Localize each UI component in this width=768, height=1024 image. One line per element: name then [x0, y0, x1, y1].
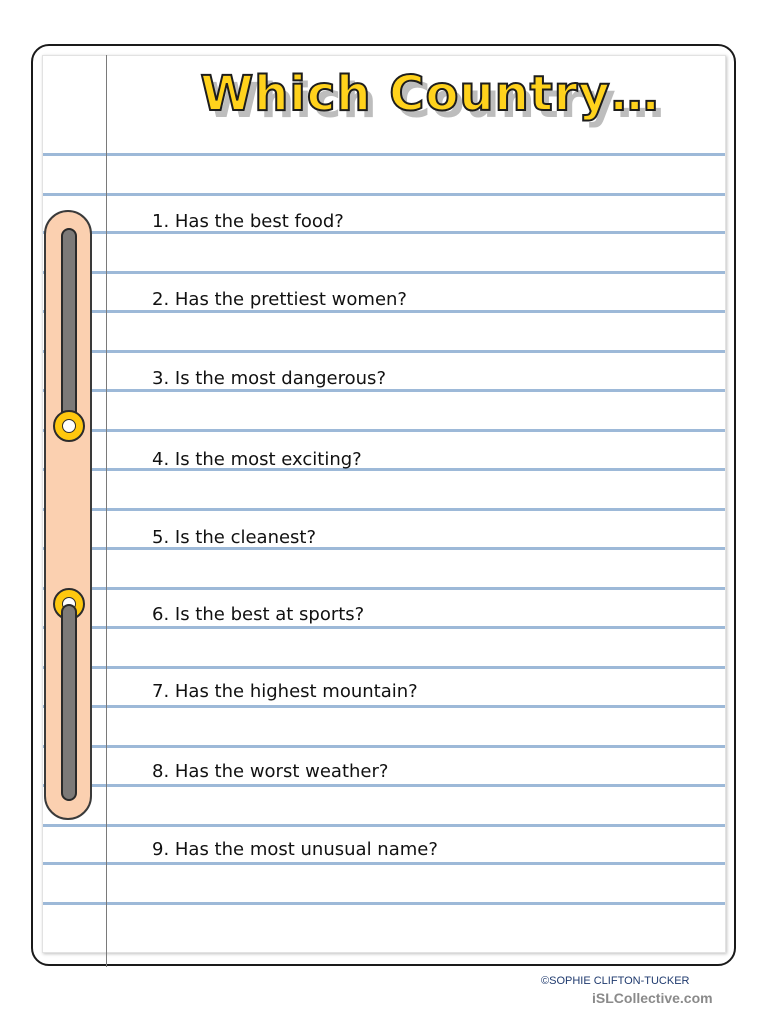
ruled-line — [43, 902, 725, 905]
worksheet-title: Which Country… — [200, 66, 660, 122]
copyright-text: ©SOPHIE CLIFTON-TUCKER — [541, 975, 690, 987]
binder-slot-top — [61, 228, 77, 424]
question-2: 2. Has the prettiest women? — [152, 289, 407, 310]
ruled-line — [43, 468, 725, 471]
ruled-line — [43, 705, 725, 708]
question-6: 6. Is the best at sports? — [152, 604, 365, 625]
question-9: 9. Has the most unusual name? — [152, 839, 438, 860]
question-3: 3. Is the most dangerous? — [152, 368, 386, 389]
ruled-line — [43, 587, 725, 590]
ruled-line — [43, 547, 725, 550]
question-5: 5. Is the cleanest? — [152, 527, 317, 548]
ruled-line — [43, 389, 725, 392]
ruled-line — [43, 824, 725, 827]
question-7: 7. Has the highest mountain? — [152, 681, 418, 702]
margin-line — [106, 55, 107, 967]
ruled-line — [43, 862, 725, 865]
ruled-line — [43, 508, 725, 511]
ruled-line — [43, 429, 725, 432]
ruled-line — [43, 271, 725, 274]
ruled-line — [43, 310, 725, 313]
ruled-line — [43, 745, 725, 748]
question-1: 1. Has the best food? — [152, 211, 344, 232]
binder-slot-bottom — [61, 604, 77, 801]
binder-ring-icon — [53, 410, 85, 442]
ruled-line — [43, 153, 725, 156]
notebook-paper — [42, 55, 726, 953]
ruled-line — [43, 784, 725, 787]
ruled-line — [43, 626, 725, 629]
site-watermark: iSLCollective.com — [592, 990, 713, 1006]
ruled-line — [43, 666, 725, 669]
ruled-line — [43, 231, 725, 234]
question-8: 8. Has the worst weather? — [152, 761, 389, 782]
ruled-line — [43, 193, 725, 196]
question-4: 4. Is the most exciting? — [152, 449, 362, 470]
ruled-line — [43, 350, 725, 353]
